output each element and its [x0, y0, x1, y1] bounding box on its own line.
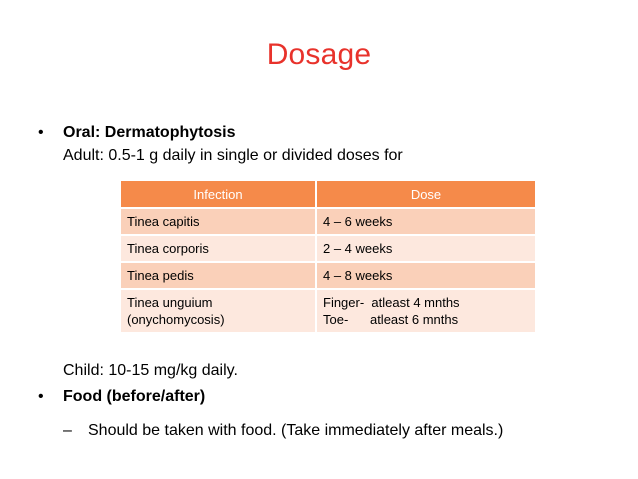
bullet-oral-heading: Oral: Dermatophytosis	[63, 124, 236, 141]
infection-line: (onychomycosis)	[127, 312, 225, 327]
bullet-dot: •	[38, 388, 44, 405]
infection-cell	[121, 289, 316, 332]
dose-cell: 4 – 8 weeks	[316, 262, 536, 289]
dose-line: Finger- atleast 4 mnths	[323, 295, 460, 310]
bullet-dot: •	[38, 124, 44, 141]
header-dose: Dose	[316, 181, 536, 208]
slide-title: Dosage	[266, 38, 372, 71]
table-row	[121, 208, 536, 235]
adult-dose-text: Adult: 0.5-1 g daily in single or divided doses for	[63, 147, 403, 164]
bullet-food-heading: Food (before/after)	[63, 388, 206, 405]
table-row	[121, 235, 536, 262]
infection-cell: Tinea capitis	[121, 208, 316, 235]
infection-cell: Tinea corporis	[121, 235, 316, 262]
table-row	[121, 262, 536, 289]
dose-line: Toe- atleast 6 mnths	[323, 312, 459, 327]
sub-bullet-dash: –	[63, 422, 72, 439]
dose-cell	[316, 289, 536, 332]
dosage-table	[121, 181, 537, 332]
food-instruction-text: Should be taken with food. (Take immediately after meals.)	[88, 422, 504, 439]
infection-cell: Tinea pedis	[121, 262, 316, 289]
header-infection: Infection	[121, 181, 316, 208]
child-dose-text: Child: 10-15 mg/kg daily.	[63, 362, 238, 379]
dose-cell: 4 – 6 weeks	[316, 208, 536, 235]
infection-line: Tinea unguium	[127, 295, 213, 310]
dose-cell: 2 – 4 weeks	[316, 235, 536, 262]
table-row	[121, 289, 536, 332]
